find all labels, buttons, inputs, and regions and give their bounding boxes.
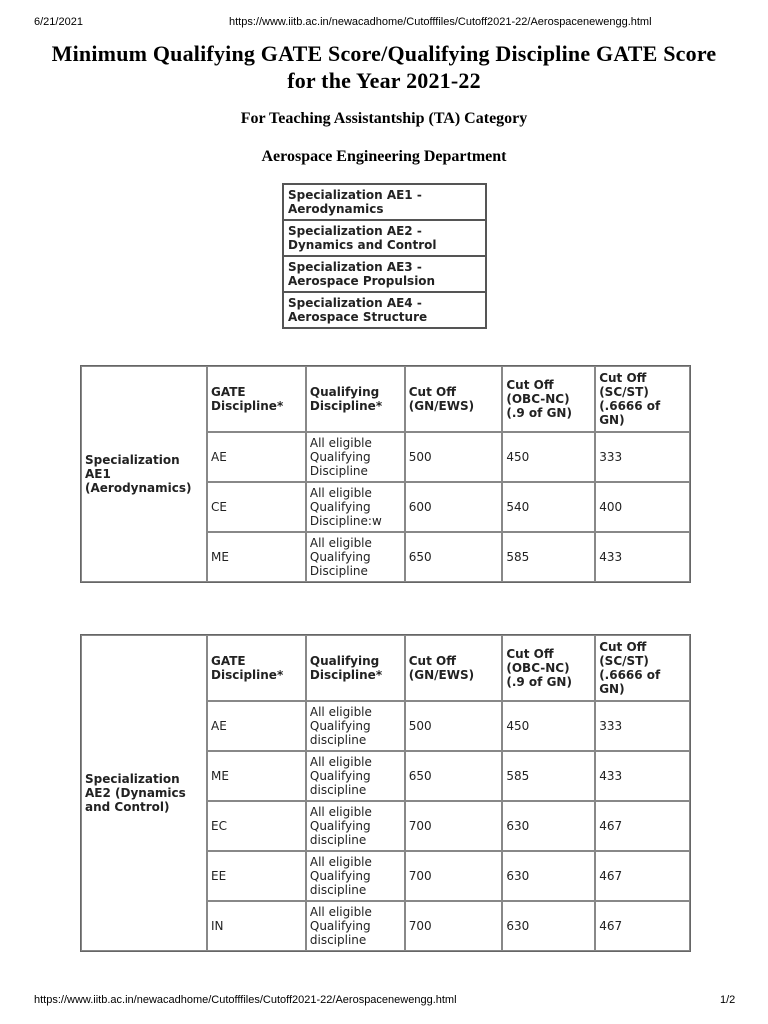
specialization-cell: Specialization AE1 - Aerodynamics [283,184,486,220]
gate-discipline-cell: IN [207,901,306,951]
qualifying-discipline-cell: All eligible Qualifying Discipline [306,432,405,482]
header-gate-discipline: GATE Discipline* [207,366,306,432]
page-subtitle: For Teaching Assistantship (TA) Category [240,110,528,127]
header-cutoff-gn: Cut Off (GN/EWS) [405,366,503,432]
cutoff-gn-cell: 600 [405,482,503,532]
cutoff-sc-cell: 467 [595,901,690,951]
table-header-row [81,635,690,701]
qualifying-discipline-cell: All eligible Qualifying discipline [306,751,405,801]
cutoff-sc-cell: 333 [595,432,690,482]
cutoff-table-ae2 [80,634,691,952]
header-qualifying-discipline: Qualifying Discipline* [306,366,405,432]
cutoff-gn-cell: 500 [405,701,503,751]
gate-discipline-cell: AE [207,701,306,751]
specialization-list-table [282,183,487,329]
qualifying-discipline-cell: All eligible Qualifying Discipline:w [306,482,405,532]
header-cutoff-gn: Cut Off (GN/EWS) [405,635,503,701]
cutoff-obc-cell: 630 [502,851,595,901]
print-header-url: https://www.iitb.ac.in/newacadhome/Cutofffiles/Cutoff2021-22/Aerospacenewengg.html [229,16,652,28]
print-date: 6/21/2021 [34,16,83,28]
cutoff-gn-cell: 700 [405,851,503,901]
specialization-cell: Specialization AE2 - Dynamics and Control [283,220,486,256]
specialization-label: Specialization AE1 (Aerodynamics) [85,453,192,495]
qualifying-discipline-cell: All eligible Qualifying discipline [306,851,405,901]
gate-discipline-cell: ME [207,532,306,582]
qualifying-discipline-cell: All eligible Qualifying discipline [306,801,405,851]
table-header-row [81,366,690,432]
cutoff-gn-cell: 700 [405,901,503,951]
gate-discipline-cell: AE [207,432,306,482]
header-qualifying-discipline: Qualifying Discipline* [306,635,405,701]
cutoff-gn-cell: 650 [405,532,503,582]
cutoff-gn-cell: 700 [405,801,503,851]
cutoff-obc-cell: 540 [502,482,595,532]
cutoff-sc-cell: 400 [595,482,690,532]
header-cutoff-sc: Cut Off (SC/ST) (.6666 of GN) [595,635,690,701]
cutoff-sc-cell: 467 [595,851,690,901]
specialization-cell: Specialization AE3 - Aerospace Propulsion [283,256,486,292]
gate-discipline-cell: CE [207,482,306,532]
qualifying-discipline-cell: All eligible Qualifying discipline [306,901,405,951]
cutoff-gn-cell: 650 [405,751,503,801]
header-cutoff-sc: Cut Off (SC/ST) (.6666 of GN) [595,366,690,432]
cutoff-obc-cell: 585 [502,532,595,582]
cutoff-obc-cell: 450 [502,701,595,751]
page-number: 1/2 [720,994,736,1006]
header-gate-discipline: GATE Discipline* [207,635,306,701]
qualifying-discipline-cell: All eligible Qualifying Discipline [306,532,405,582]
header-cutoff-obc: Cut Off (OBC-NC) (.9 of GN) [502,635,595,701]
cutoff-table-ae1 [80,365,691,583]
page-title: Minimum Qualifying GATE Score/Qualifying Discipline GATE Score for the Year 2021-22 [51,41,717,93]
specialization-cell: Specialization AE4 - Aerospace Structure [283,292,486,328]
header-cutoff-obc: Cut Off (OBC-NC) (.9 of GN) [502,366,595,432]
qualifying-discipline-cell: All eligible Qualifying discipline [306,701,405,751]
cutoff-obc-cell: 630 [502,901,595,951]
cutoff-gn-cell: 500 [405,432,503,482]
cutoff-sc-cell: 433 [595,751,690,801]
specialization-label-cell [81,366,207,582]
specialization-label: Specialization AE2 (Dynamics and Control) [85,772,186,814]
specialization-label-cell [81,635,207,951]
gate-discipline-cell: EC [207,801,306,851]
cutoff-sc-cell: 433 [595,532,690,582]
cutoff-obc-cell: 585 [502,751,595,801]
cutoff-obc-cell: 450 [502,432,595,482]
cutoff-sc-cell: 467 [595,801,690,851]
cutoff-obc-cell: 630 [502,801,595,851]
cutoff-sc-cell: 333 [595,701,690,751]
department-heading: Aerospace Engineering Department [261,148,507,165]
gate-discipline-cell: EE [207,851,306,901]
gate-discipline-cell: ME [207,751,306,801]
print-footer-url: https://www.iitb.ac.in/newacadhome/Cutofffiles/Cutoff2021-22/Aerospacenewengg.html [34,994,457,1006]
